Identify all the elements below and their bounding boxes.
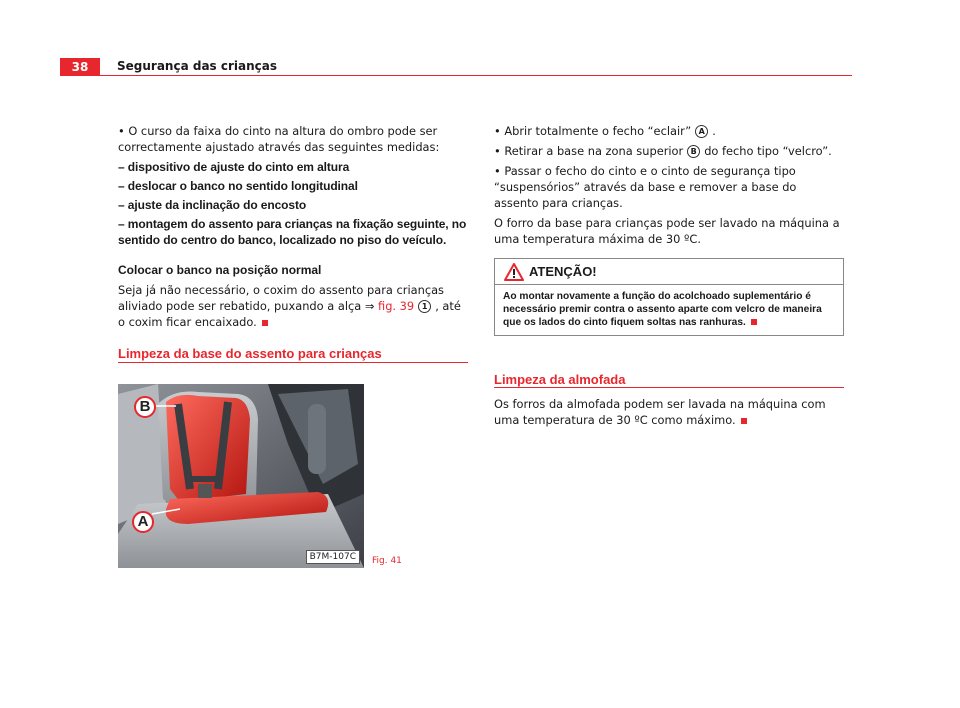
callout-a: A (695, 125, 708, 138)
bullet-text: • Retirar a base na zona superior (494, 144, 684, 158)
para-text-end: , até o coxim ficar encaixado. (118, 299, 461, 329)
warning-box (494, 258, 844, 336)
page-header (60, 58, 852, 78)
measure-item: – dispositivo de ajuste do cinto em altura (118, 160, 350, 174)
bullet-text-end: . (712, 124, 716, 138)
bullet-text-end: do fecho tipo “velcro”. (704, 144, 832, 158)
normal-position-paragraph (118, 282, 468, 330)
measures-list (118, 159, 468, 248)
figure-code: B7M-107C (306, 550, 360, 564)
cushion-text: Os forros da almofada podem ser lavada na máquina com uma temperatura de 30 ºC como máximo. (494, 397, 826, 427)
page-number: 38 (60, 58, 100, 76)
left-column (118, 123, 468, 334)
figure-label: Fig. 41 (372, 556, 402, 566)
bullet-pass-belt: • Passar o fecho do cinto e o cinto de segurança tipo “suspensórios” através da base e remover a base do assento para crianças. (494, 164, 797, 210)
cushion-paragraph (494, 396, 844, 428)
warning-header (495, 259, 843, 285)
intro-paragraph: • O curso da faixa do cinto na altura do ombro pode ser correctamente ajustado através das seguintes medidas: (118, 124, 440, 154)
callout-b: B (687, 145, 700, 158)
wash-paragraph: O forro da base para crianças pode ser lavado na máquina a uma temperatura máxima de 30 ºC. (494, 216, 840, 246)
section-rule-base (118, 362, 468, 363)
callout-1: 1 (418, 300, 431, 313)
figure-callout-a: A (132, 511, 154, 533)
warning-text (495, 285, 843, 334)
section-rule-cushion (494, 387, 844, 388)
right-column (494, 123, 844, 251)
end-marker-icon (751, 319, 757, 325)
measure-item: – deslocar o banco no sentido longitudinal (118, 179, 358, 193)
header-title: Segurança das crianças (117, 59, 278, 73)
end-marker-icon (741, 418, 747, 424)
end-marker-icon (262, 320, 268, 326)
bullet-open-zipper (494, 123, 844, 139)
bullet-remove-base (494, 143, 844, 159)
measure-item: – ajuste da inclinação do encosto (118, 198, 307, 212)
header-rule (60, 75, 852, 76)
fig-39-link[interactable]: fig. 39 (378, 299, 415, 313)
section-title-cushion: Limpeza da almofada (494, 372, 626, 387)
child-seat-figure (118, 384, 364, 568)
warning-title: ATENÇÃO! (529, 264, 597, 279)
section-title-base: Limpeza da base do assento para crianças (118, 346, 382, 361)
figure-callout-b: B (134, 396, 156, 418)
para-text: Seja já não necessário, o coxim do assento para crianças aliviado pode ser rebatido, puxando a alça ⇒ (118, 283, 444, 313)
warning-body-text: Ao montar novamente a função do acolchoado suplementário é necessário premir contra o assento aparte com velcro de maneira que os lados do cinto fiquem soltas nas ranhuras. (503, 291, 822, 328)
measure-item: – montagem do assento para crianças na fixação seguinte, no sentido do centro do banco, localizado no piso do veículo. (118, 217, 467, 247)
bullet-text: • Abrir totalmente o fecho “eclair” (494, 124, 692, 138)
warning-triangle-icon (504, 263, 524, 281)
subheading-normal-position: Colocar o banco na posição normal (118, 263, 322, 277)
